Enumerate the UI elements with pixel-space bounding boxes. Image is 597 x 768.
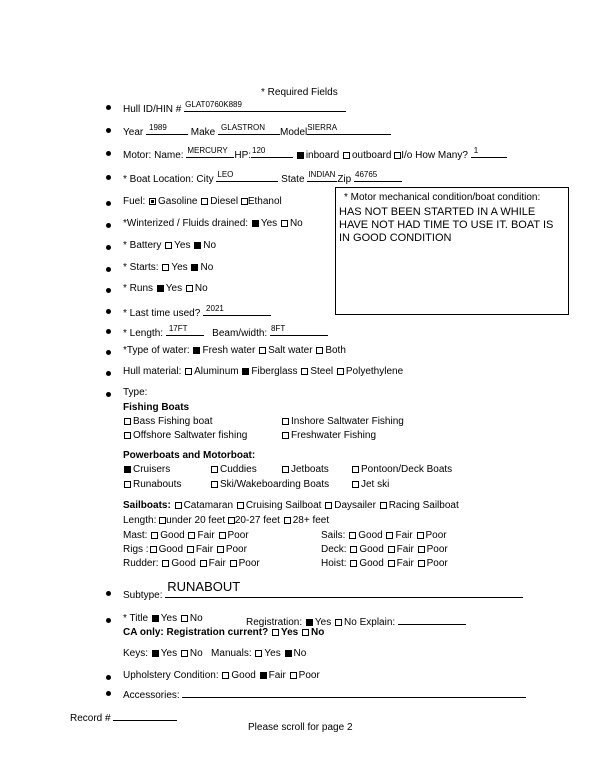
keys-label: Keys: bbox=[123, 648, 149, 659]
condition-checkbox[interactable] bbox=[418, 546, 425, 553]
battery-yes-checkbox[interactable] bbox=[165, 242, 172, 249]
power-checkbox[interactable] bbox=[282, 466, 289, 473]
io-label: I/o bbox=[401, 150, 413, 161]
model-value: SIERRA bbox=[307, 123, 338, 132]
sail-option-label: Racing Sailboat bbox=[388, 500, 459, 511]
make-field[interactable] bbox=[218, 123, 280, 135]
deck-row bbox=[321, 544, 448, 555]
manuals-no-checkbox[interactable] bbox=[285, 650, 292, 657]
sail-length-label: Length: bbox=[123, 515, 157, 526]
fishing-option bbox=[123, 430, 247, 441]
bullet bbox=[106, 618, 111, 623]
accessories-field[interactable] bbox=[182, 686, 526, 698]
condition-label: Fair bbox=[197, 530, 215, 541]
ca-yes-checkbox[interactable] bbox=[272, 629, 279, 636]
battery-no-checkbox[interactable] bbox=[194, 242, 201, 249]
beam-field[interactable] bbox=[270, 324, 328, 336]
registration-label: Registration: bbox=[246, 617, 303, 628]
inboard-checkbox[interactable] bbox=[297, 152, 304, 159]
sailboats-heading: Sailboats: bbox=[123, 500, 171, 511]
bullet bbox=[106, 591, 111, 596]
manuals-yes-checkbox[interactable] bbox=[255, 650, 262, 657]
upholstery-fair-checkbox[interactable] bbox=[260, 672, 267, 679]
starts-row bbox=[123, 262, 213, 273]
sail-length-option: under 20 feet bbox=[166, 515, 226, 526]
steel-label: Steel bbox=[310, 366, 334, 377]
power-option bbox=[281, 464, 329, 475]
condition-checkbox[interactable] bbox=[388, 546, 395, 553]
last-used-value: 2021 bbox=[206, 304, 224, 313]
power-option bbox=[210, 464, 257, 475]
both-water-label: Both bbox=[325, 345, 346, 356]
bullet bbox=[106, 245, 111, 250]
fishing-checkbox[interactable] bbox=[282, 418, 289, 425]
how-many-value: 1 bbox=[473, 146, 479, 155]
hp-value: 120 bbox=[252, 146, 266, 155]
runs-yes-label: Yes bbox=[165, 283, 183, 294]
registration-no-checkbox[interactable] bbox=[335, 619, 342, 626]
sail-option-label: Daysailer bbox=[334, 500, 376, 511]
sail-checkbox[interactable] bbox=[380, 502, 387, 509]
starts-yes-label: Yes bbox=[171, 262, 188, 273]
scroll-note: Please scroll for page 2 bbox=[248, 722, 353, 733]
deck-label: Deck: bbox=[321, 544, 347, 555]
power-option-label: Cuddies bbox=[220, 464, 257, 475]
length-field[interactable] bbox=[166, 324, 204, 336]
ethanol-label: Ethanol bbox=[247, 196, 282, 207]
fishing-heading: Fishing Boats bbox=[123, 402, 190, 413]
water-row bbox=[123, 345, 346, 356]
condition-checkbox[interactable] bbox=[151, 532, 158, 539]
condition-checkbox[interactable] bbox=[386, 532, 393, 539]
runs-no-label: No bbox=[194, 283, 208, 294]
condition-label: Poor bbox=[426, 544, 448, 555]
required-fields-note: * Required Fields bbox=[261, 87, 338, 98]
battery-label: * Battery bbox=[123, 240, 162, 251]
bullet bbox=[106, 350, 111, 355]
fishing-checkbox[interactable] bbox=[124, 432, 131, 439]
ca-no-label: No bbox=[311, 627, 325, 638]
fishing-option-label: Freshwater Fishing bbox=[291, 430, 377, 441]
upholstery-good-checkbox[interactable] bbox=[222, 672, 229, 679]
hull-material-label: Hull material: bbox=[123, 366, 182, 377]
manuals-yes-label: Yes bbox=[264, 648, 281, 659]
sail-length-checkbox[interactable] bbox=[284, 517, 291, 524]
condition-label: Good bbox=[158, 544, 184, 555]
aluminum-checkbox[interactable] bbox=[185, 368, 192, 375]
water-label: *Type of water: bbox=[123, 345, 190, 356]
bullet bbox=[106, 288, 111, 293]
winterized-yes-checkbox[interactable] bbox=[252, 220, 259, 227]
winterized-yes-label: Yes bbox=[260, 218, 278, 229]
power-option bbox=[351, 479, 389, 490]
registration-yes-checkbox[interactable] bbox=[306, 619, 313, 626]
battery-no-label: No bbox=[203, 240, 217, 251]
title-label: * Title bbox=[123, 613, 149, 624]
runs-no-checkbox[interactable] bbox=[186, 285, 193, 292]
power-checkbox[interactable] bbox=[124, 481, 131, 488]
gasoline-label: Gasoline bbox=[158, 196, 198, 207]
rudder-label: Rudder: bbox=[123, 558, 159, 569]
fuel-label: Fuel: bbox=[123, 196, 146, 207]
manuals-label: Manuals: bbox=[211, 648, 252, 659]
manuals-no-label: No bbox=[293, 648, 307, 659]
condition-checkbox[interactable] bbox=[219, 532, 226, 539]
bullet bbox=[106, 151, 111, 156]
fiberglass-label: Fiberglass bbox=[251, 366, 298, 377]
state-label: State bbox=[281, 174, 305, 185]
motor-name-field[interactable] bbox=[186, 146, 234, 158]
bullet bbox=[106, 691, 111, 696]
condition-checkbox[interactable] bbox=[187, 546, 194, 553]
power-checkbox[interactable] bbox=[211, 466, 218, 473]
make-label: Make bbox=[190, 127, 216, 138]
title-yes-label: Yes bbox=[160, 613, 178, 624]
last-used-field[interactable] bbox=[203, 304, 271, 316]
diesel-checkbox[interactable] bbox=[201, 198, 208, 205]
power-option-label: Pontoon/Deck Boats bbox=[361, 464, 453, 475]
condition-checkbox[interactable] bbox=[217, 546, 224, 553]
sails-label: Sails: bbox=[321, 530, 346, 541]
hoist-label: Hoist: bbox=[321, 558, 347, 569]
registration-explain-field[interactable] bbox=[398, 613, 466, 625]
hull-id-label: Hull ID/HIN # bbox=[123, 104, 182, 115]
salt-water-checkbox[interactable] bbox=[259, 347, 266, 354]
year-field[interactable] bbox=[146, 123, 188, 135]
sail-length-row bbox=[123, 515, 329, 526]
condition-checkbox[interactable] bbox=[150, 546, 157, 553]
bullet bbox=[106, 223, 111, 228]
condition-checkbox[interactable] bbox=[350, 546, 357, 553]
condition-label: Poor bbox=[425, 530, 447, 541]
bullet bbox=[106, 371, 111, 376]
hp-label: HP: bbox=[234, 150, 252, 161]
hp-field[interactable] bbox=[251, 146, 293, 158]
fishing-checkbox[interactable] bbox=[282, 432, 289, 439]
condition-checkbox[interactable] bbox=[200, 560, 207, 567]
aluminum-label: Aluminum bbox=[194, 366, 239, 377]
subtype-value: RUNABOUT bbox=[167, 579, 241, 594]
location-row bbox=[123, 170, 402, 185]
subtype-field[interactable] bbox=[165, 579, 523, 598]
upholstery-fair-label: Fair bbox=[268, 670, 286, 681]
power-checkbox[interactable] bbox=[352, 481, 359, 488]
sail-option-label: Cruising Sailboat bbox=[245, 500, 322, 511]
condition-label: Poor bbox=[225, 544, 247, 555]
state-field[interactable] bbox=[307, 170, 337, 182]
rigs-label: Rigs : bbox=[123, 544, 149, 555]
bullet bbox=[106, 128, 111, 133]
starts-no-checkbox[interactable] bbox=[191, 264, 198, 271]
motor-name-label: Name: bbox=[154, 150, 184, 161]
power-checkbox[interactable] bbox=[124, 466, 131, 473]
subtype-row bbox=[123, 579, 523, 601]
fiberglass-checkbox[interactable] bbox=[242, 368, 249, 375]
city-label: * Boat Location: City bbox=[123, 174, 214, 185]
fresh-water-label: Fresh water bbox=[202, 345, 256, 356]
rigs-row bbox=[123, 544, 247, 555]
record-field[interactable] bbox=[113, 709, 177, 721]
hoist-row bbox=[321, 558, 448, 569]
motor-label: Motor: bbox=[123, 150, 152, 161]
fishing-option-label: Offshore Saltwater fishing bbox=[133, 430, 248, 441]
city-value: LEO bbox=[217, 170, 234, 179]
power-option bbox=[123, 479, 181, 490]
upholstery-row bbox=[123, 670, 320, 681]
how-many-field[interactable] bbox=[471, 146, 507, 158]
inboard-label: inboard bbox=[305, 150, 340, 161]
hull-material-row bbox=[123, 366, 403, 377]
salt-water-label: Salt water bbox=[268, 345, 313, 356]
power-option-label: Jetboats bbox=[291, 464, 329, 475]
starts-yes-checkbox[interactable] bbox=[162, 264, 169, 271]
keys-no-label: No bbox=[189, 648, 203, 659]
registration-no-label: No Explain: bbox=[344, 617, 396, 628]
type-label: Type: bbox=[123, 387, 148, 398]
motor-name-value: MERCURY bbox=[187, 146, 228, 155]
runs-yes-checkbox[interactable] bbox=[157, 285, 164, 292]
bullet bbox=[106, 105, 111, 110]
motor-row bbox=[123, 146, 507, 161]
upholstery-poor-label: Poor bbox=[298, 670, 320, 681]
fuel-row bbox=[123, 196, 282, 207]
keys-yes-checkbox[interactable] bbox=[152, 650, 159, 657]
power-option-label: Jet ski bbox=[361, 479, 390, 490]
fishing-option bbox=[123, 416, 213, 427]
beam-value: 8FT bbox=[270, 324, 286, 333]
runs-label: * Runs bbox=[123, 283, 154, 294]
winterized-no-label: No bbox=[289, 218, 303, 229]
power-option bbox=[351, 464, 452, 475]
sail-length-option: 20-27 feet bbox=[234, 515, 280, 526]
sailboats-row bbox=[123, 500, 459, 511]
condition-label: Poor bbox=[426, 558, 448, 569]
starts-no-label: No bbox=[200, 262, 214, 273]
sail-checkbox[interactable] bbox=[325, 502, 332, 509]
bullet bbox=[106, 675, 111, 680]
bullet bbox=[106, 267, 111, 272]
record-row bbox=[70, 709, 177, 724]
condition-checkbox[interactable] bbox=[417, 532, 424, 539]
condition-label: Fair bbox=[208, 558, 226, 569]
condition-label: Good bbox=[171, 558, 196, 569]
sail-length-option: 28+ feet bbox=[292, 515, 330, 526]
outboard-checkbox[interactable] bbox=[343, 152, 350, 159]
condition-checkbox[interactable] bbox=[188, 532, 195, 539]
zip-field[interactable] bbox=[354, 170, 402, 182]
rudder-row bbox=[123, 558, 260, 569]
winterized-no-checkbox[interactable] bbox=[281, 220, 288, 227]
beam-label: Beam/width: bbox=[212, 328, 268, 339]
upholstery-poor-checkbox[interactable] bbox=[290, 672, 297, 679]
condition-checkbox[interactable] bbox=[418, 560, 425, 567]
condition-box[interactable] bbox=[335, 187, 569, 315]
mast-label: Mast: bbox=[123, 530, 148, 541]
outboard-label: outboard bbox=[351, 150, 392, 161]
hull-id-row bbox=[123, 100, 346, 115]
ca-no-checkbox[interactable] bbox=[302, 629, 309, 636]
registration-yes-label: Yes bbox=[314, 617, 332, 628]
steel-checkbox[interactable] bbox=[301, 368, 308, 375]
condition-label: Poor bbox=[238, 558, 260, 569]
polyethylene-checkbox[interactable] bbox=[337, 368, 344, 375]
condition-label: Fair bbox=[396, 544, 414, 555]
city-field[interactable] bbox=[216, 170, 278, 182]
sail-checkbox[interactable] bbox=[237, 502, 244, 509]
ca-registration-row bbox=[123, 627, 324, 638]
hull-id-field[interactable] bbox=[184, 100, 346, 112]
power-checkbox[interactable] bbox=[211, 481, 218, 488]
title-row bbox=[123, 613, 203, 624]
power-option-label: Cruisers bbox=[133, 464, 171, 475]
year-label: Year bbox=[123, 127, 144, 138]
power-option bbox=[210, 479, 329, 490]
how-many-label: How Many? bbox=[415, 150, 468, 161]
year-make-model-row bbox=[123, 123, 391, 138]
power-option bbox=[123, 464, 170, 475]
length-value: 17FT bbox=[168, 324, 188, 333]
condition-checkbox[interactable] bbox=[162, 560, 169, 567]
condition-checkbox[interactable] bbox=[350, 560, 357, 567]
last-used-row bbox=[123, 304, 271, 319]
runs-row bbox=[123, 283, 208, 294]
fishing-option bbox=[281, 430, 376, 441]
accessories-row bbox=[123, 686, 526, 701]
record-label: Record # bbox=[70, 713, 111, 724]
upholstery-label: Upholstery Condition: bbox=[123, 670, 219, 681]
state-value: INDIAN bbox=[308, 170, 336, 179]
bullet bbox=[106, 309, 111, 314]
sails-row bbox=[321, 530, 447, 541]
bullet bbox=[106, 201, 111, 206]
title-no-label: No bbox=[189, 613, 203, 624]
condition-label: Good bbox=[160, 530, 185, 541]
fresh-water-checkbox[interactable] bbox=[193, 347, 200, 354]
sail-length-checkbox[interactable] bbox=[228, 517, 235, 524]
title-no-checkbox[interactable] bbox=[181, 615, 188, 622]
bullet bbox=[106, 392, 111, 397]
make-value: GLASTRON bbox=[221, 123, 266, 132]
ca-yes-label: Yes bbox=[280, 627, 299, 638]
last-used-label: * Last time used? bbox=[123, 308, 201, 319]
diesel-label: Diesel bbox=[210, 196, 239, 207]
keys-manuals-row bbox=[123, 648, 306, 659]
year-value: 1989 bbox=[149, 123, 167, 132]
subtype-label: Subtype: bbox=[123, 590, 163, 601]
length-row bbox=[123, 324, 328, 339]
registration-row bbox=[246, 613, 466, 628]
condition-label: Fair bbox=[396, 558, 414, 569]
model-label: Model bbox=[280, 127, 308, 138]
sail-checkbox[interactable] bbox=[175, 502, 182, 509]
ca-registration-label: CA only: Registration current? bbox=[123, 627, 269, 638]
fishing-option bbox=[281, 416, 404, 427]
condition-label: Poor bbox=[227, 530, 249, 541]
winterized-row bbox=[123, 218, 303, 229]
battery-row bbox=[123, 240, 216, 251]
keys-yes-label: Yes bbox=[160, 648, 178, 659]
condition-box-text: HAS NOT BEEN STARTED IN A WHILE HAVE NOT HAD TIME TO USE IT. BOAT IS IN GOOD CONDITION bbox=[339, 206, 554, 244]
bullet bbox=[106, 329, 111, 334]
upholstery-good-label: Good bbox=[231, 670, 256, 681]
length-label: * Length: bbox=[123, 328, 164, 339]
power-checkbox[interactable] bbox=[352, 466, 359, 473]
accessories-label: Accessories: bbox=[123, 690, 180, 701]
sail-option-label: Catamaran bbox=[183, 500, 234, 511]
title-yes-checkbox[interactable] bbox=[152, 615, 159, 622]
winterized-label: *Winterized / Fluids drained: bbox=[123, 218, 249, 229]
keys-no-checkbox[interactable] bbox=[181, 650, 188, 657]
fishing-option-label: Inshore Saltwater Fishing bbox=[291, 416, 404, 427]
powerboats-heading: Powerboats and Motorboat: bbox=[123, 450, 256, 461]
zip-value: 46765 bbox=[355, 170, 378, 179]
gasoline-checkbox[interactable] bbox=[149, 198, 156, 205]
zip-label: Zip bbox=[337, 174, 352, 185]
condition-label: Fair bbox=[195, 544, 214, 555]
condition-checkbox[interactable] bbox=[388, 560, 395, 567]
polyethylene-label: Polyethylene bbox=[345, 366, 404, 377]
power-option-label: Ski/Wakeboarding Boats bbox=[220, 479, 330, 490]
condition-label: Fair bbox=[395, 530, 413, 541]
condition-label: Good bbox=[358, 530, 383, 541]
hull-id-value: GLAT0760K889 bbox=[185, 100, 242, 109]
bullet bbox=[106, 175, 111, 180]
condition-checkbox[interactable] bbox=[349, 532, 356, 539]
condition-label: Good bbox=[359, 544, 384, 555]
model-field[interactable] bbox=[307, 123, 391, 135]
battery-yes-label: Yes bbox=[174, 240, 191, 251]
condition-label: Good bbox=[359, 558, 384, 569]
power-option-label: Runabouts bbox=[133, 479, 182, 490]
mast-row bbox=[123, 530, 249, 541]
fishing-option-label: Bass Fishing boat bbox=[133, 416, 213, 427]
starts-label: * Starts: bbox=[123, 262, 159, 273]
both-water-checkbox[interactable] bbox=[316, 347, 323, 354]
condition-box-header: * Motor mechanical condition/boat condition: bbox=[344, 192, 541, 203]
ethanol-checkbox[interactable] bbox=[241, 198, 248, 205]
fishing-checkbox[interactable] bbox=[124, 418, 131, 425]
condition-checkbox[interactable] bbox=[230, 560, 237, 567]
